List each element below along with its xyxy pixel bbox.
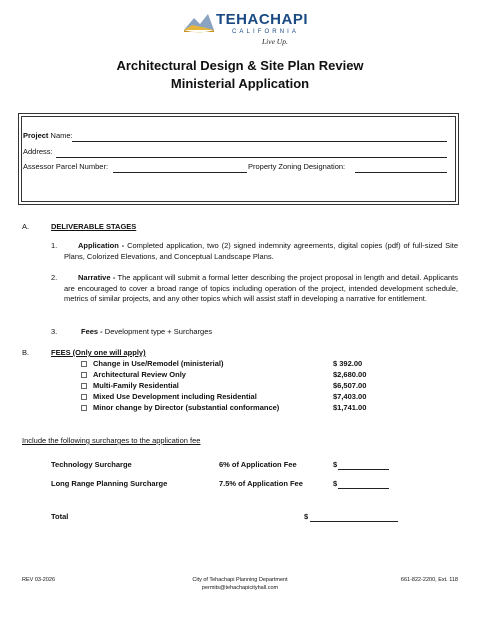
logo-tagline: Live Up.	[262, 37, 288, 46]
footer-phone: 661-822-2200, Ext. 118	[400, 577, 458, 583]
section-b-heading: FEES (Only one will apply)	[51, 348, 146, 357]
fee-option-minor-change[interactable]: Minor change by Director (substantial conformance)	[81, 403, 279, 414]
technology-surcharge-pct: 6% of Application Fee	[219, 460, 297, 469]
page-subtitle: Ministerial Application	[170, 76, 310, 91]
surcharge-intro: Include the following surcharges to the application fee	[22, 436, 201, 445]
item-3-number: 3.	[51, 327, 58, 336]
section-b-letter: B.	[22, 348, 30, 357]
fee-amount-change-use: $ 392.00	[333, 359, 363, 368]
checkbox-icon[interactable]	[81, 372, 87, 378]
section-a-heading: DELIVERABLE STAGES	[51, 222, 137, 231]
checkbox-icon[interactable]	[81, 394, 87, 400]
page-title: Architectural Design & Site Plan Review	[116, 58, 364, 73]
item-1-text: Application - Completed application, two (2) signed indemnity agreements, digital copies (pdf) of full-sized Site Plans, Colorized Elevations, and Conceptual Landscape Plans.	[64, 241, 459, 261]
technology-surcharge-label: Technology Surcharge	[51, 460, 132, 469]
long-range-surcharge-label: Long Range Planning Surcharge	[51, 479, 168, 488]
technology-surcharge-field[interactable]	[338, 460, 389, 470]
footer-email[interactable]: permits@tehachapicityhall.com	[201, 585, 279, 591]
long-range-surcharge-pct: 7.5% of Application Fee	[219, 479, 303, 488]
fee-amount-multi-family: $6,507.00	[333, 381, 367, 390]
project-info-inner-border	[21, 116, 456, 202]
long-range-surcharge-dollar: $	[333, 479, 338, 488]
address-label: Address:	[23, 147, 53, 156]
fee-amount-mixed-use: $7,403.00	[333, 392, 367, 401]
fee-option-change-use[interactable]: Change in Use/Remodel (ministerial)	[81, 359, 223, 370]
total-dollar: $	[304, 512, 309, 521]
fee-amount-minor-change: $1,741.00	[333, 403, 367, 412]
fee-option-mixed-use[interactable]: Mixed Use Development including Residential	[81, 392, 257, 403]
item-2-text: Narrative - The applicant will submit a formal letter describing the project proposal in length and detail. Applicants are encouraged to cover a broad range of topics including operation of the project, intended development schedule, metrics of similar projects, and any other topics which will assist staff in developing a narrative for entitlement.	[64, 273, 459, 303]
fee-amount-arch-review: $2,680.00	[333, 370, 367, 379]
section-a-letter: A.	[22, 222, 30, 231]
footer-department: City of Tehachapi Planning Department	[192, 577, 288, 583]
project-name-field[interactable]	[72, 132, 447, 142]
checkbox-icon[interactable]	[81, 361, 87, 367]
logo-subtitle: CALIFORNIA	[232, 29, 300, 35]
project-name-label: Project Name:	[23, 131, 73, 140]
address-field[interactable]	[56, 148, 447, 158]
apn-field[interactable]	[113, 163, 247, 173]
technology-surcharge-dollar: $	[333, 460, 338, 469]
item-3-text: Fees - Development type + Surcharges	[81, 327, 213, 336]
fee-option-multi-family[interactable]: Multi-Family Residential	[81, 381, 179, 392]
zoning-label: Property Zoning Designation:	[248, 162, 346, 171]
footer-revision: REV 03-2026	[22, 577, 56, 583]
apn-label: Assessor Parcel Number:	[23, 162, 109, 171]
item-2-number: 2.	[51, 273, 58, 282]
total-label: Total	[51, 512, 69, 521]
checkbox-icon[interactable]	[81, 405, 87, 411]
checkbox-icon[interactable]	[81, 383, 87, 389]
logo-wordmark: TEHACHAPI	[216, 11, 309, 28]
total-field[interactable]	[310, 512, 398, 522]
fee-option-arch-review[interactable]: Architectural Review Only	[81, 370, 186, 381]
long-range-surcharge-field[interactable]	[338, 479, 389, 489]
zoning-field[interactable]	[355, 163, 447, 173]
item-1-number: 1.	[51, 241, 58, 250]
project-info-box	[18, 113, 459, 205]
